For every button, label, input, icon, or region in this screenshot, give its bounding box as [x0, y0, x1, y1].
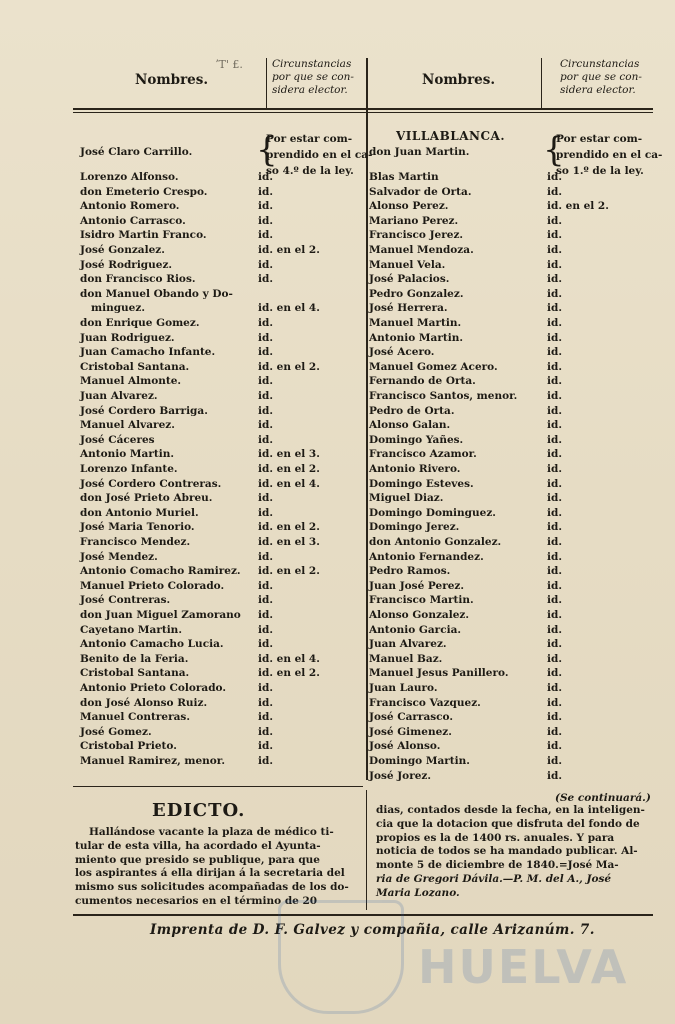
right-row-name: José Alonso.: [369, 740, 441, 753]
left-row-circumstance: id.: [258, 579, 273, 592]
left-row-circumstance: id.: [258, 214, 273, 227]
right-row-name: Antonio Fernandez.: [369, 550, 484, 563]
right-row-name: Manuel Jesus Panillero.: [369, 667, 509, 680]
right-row-circumstance: id.: [547, 477, 562, 490]
right-row-name: José Carrasco.: [369, 711, 454, 724]
left-first-note: Por estar com- prendido en el ca- so 4.º de la ley.: [266, 133, 373, 177]
right-row-circumstance: id.: [547, 244, 562, 256]
right-row-circumstance: id.: [547, 448, 562, 461]
left-row-circumstance: id.: [258, 711, 273, 724]
left-row-name: Manuel Ramirez, menor.: [80, 755, 226, 767]
right-row-name: Juan José Perez.: [369, 579, 465, 592]
left-row-circumstance: id.: [258, 419, 273, 432]
left-row-name: Manuel Alvarez.: [80, 419, 175, 432]
left-row-name: Cristobal Santana.: [80, 667, 190, 680]
right-row-name: Domingo Esteves.: [369, 477, 474, 490]
left-row-name: José Maria Tenorio.: [80, 521, 195, 534]
right-row-circumstance: id.: [547, 652, 562, 665]
left-row-circumstance: id.: [258, 390, 273, 402]
brace-right: {: [543, 130, 565, 170]
edict-title: EDICTO.: [152, 800, 246, 821]
watermark-text: HUELVA: [418, 940, 629, 994]
continued-note: (Se continuará.): [555, 792, 651, 804]
right-row-name: Manuel Vela.: [369, 258, 446, 271]
left-row-name: don José Prieto Abreu.: [80, 492, 213, 505]
left-row-name: Antonio Carrasco.: [80, 214, 186, 227]
imprint-line: Imprenta de D. F. Galvez y compañia, calle Arizanúm. 7.: [150, 922, 595, 938]
right-row-name: Antonio Garcia.: [369, 623, 462, 636]
left-row-circumstance: id. en el 4.: [258, 302, 320, 315]
right-row-name: Manuel Martin.: [369, 317, 462, 329]
right-row-name: José Herrera.: [369, 302, 448, 315]
left-row-name: don Antonio Muriel.: [80, 506, 199, 519]
left-row-name: Cristobal Prieto.: [80, 740, 177, 753]
right-row-circumstance: id.: [547, 638, 562, 651]
right-row-circumstance: id.: [547, 287, 562, 300]
left-row-name: Juan Alvarez.: [80, 390, 158, 402]
left-row-circumstance: id.: [258, 229, 273, 242]
right-row-name: Blas Martin: [369, 171, 439, 183]
left-row-circumstance: id. en el 2.: [258, 565, 320, 578]
right-row-name: Alonso Galan.: [369, 419, 451, 432]
right-row-name: Juan Lauro.: [369, 682, 438, 694]
right-row-name: Francisco Vazquez.: [369, 696, 481, 709]
left-row-name: José Rodriguez.: [80, 258, 173, 271]
right-row-name: Domingo Yañes.: [369, 433, 464, 446]
right-row-circumstance: id.: [547, 623, 562, 636]
right-row-circumstance: id.: [547, 594, 562, 607]
left-row-name: Antonio Comacho Ramirez.: [80, 565, 241, 578]
left-row-name: Manuel Contreras.: [80, 711, 190, 724]
left-row-circumstance: id. en el 2.: [258, 667, 320, 680]
left-row-circumstance: id.: [258, 594, 273, 607]
right-row-name: Manuel Baz.: [369, 652, 443, 665]
right-row-name: Francisco Santos, menor.: [369, 390, 518, 402]
archive-watermark: [268, 900, 629, 1010]
left-row-name: José Cordero Contreras.: [80, 477, 222, 490]
right-row-circumstance: id.: [547, 711, 562, 724]
left-row-circumstance: id.: [258, 375, 273, 388]
right-row-circumstance: id.: [547, 346, 562, 359]
right-row-name: Domingo Dominguez.: [369, 506, 496, 519]
left-row-circumstance: id.: [258, 506, 273, 519]
header-rule-thin: [73, 112, 653, 113]
edict-text-left: Hallándose vacante la plaza de médico ti- tular de esta villa, ha acordado el Ayunta- miento que presido se publique, para que los aspirantes á ella dirijan á la secretaria del mismo sus solicitudes acompañadas de los do- cumentos necesarios en el término de 20: [75, 826, 349, 907]
column-header-circumstances-right: Circunstancias por que se con- sidera elector.: [560, 58, 642, 96]
left-row-circumstance: id.: [258, 200, 273, 213]
left-row-circumstance: id.: [258, 696, 273, 709]
left-row-name: don Emeterio Crespo.: [80, 185, 208, 198]
right-row-circumstance: id.: [547, 360, 562, 373]
right-row-circumstance: id.: [547, 404, 562, 417]
right-row-circumstance: id.: [547, 214, 562, 227]
left-row-circumstance: id.: [258, 404, 273, 417]
left-row-name: Lorenzo Infante.: [80, 463, 178, 475]
right-row-name: Alonso Gonzalez.: [369, 609, 470, 621]
header-divider-left: [266, 58, 267, 108]
right-row-circumstance: id.: [547, 506, 562, 519]
right-row-circumstance: id.: [547, 696, 562, 709]
left-first-name: José Claro Carrillo.: [80, 146, 193, 158]
left-row-circumstance: id.: [258, 755, 273, 767]
left-row-name: Cayetano Martin.: [80, 623, 182, 636]
right-row-circumstance: id. en el 2.: [547, 200, 609, 213]
left-row-name: Antonio Romero.: [80, 200, 180, 213]
right-row-circumstance: id.: [547, 273, 562, 286]
left-row-name: don Juan Miguel Zamorano: [80, 609, 241, 621]
right-row-circumstance: id.: [547, 740, 562, 753]
column-header-names-right: Nombres.: [422, 72, 496, 88]
left-row-name: Antonio Camacho Lucia.: [80, 638, 224, 651]
left-row-circumstance: id.: [258, 725, 273, 738]
right-row-circumstance: id.: [547, 302, 562, 315]
left-row-name: minguez.: [80, 302, 145, 315]
right-row-name: Francisco Martin.: [369, 594, 474, 607]
brace-left: {: [256, 130, 278, 170]
left-row-circumstance: id. en el 2.: [258, 521, 320, 534]
left-row-circumstance: id.: [258, 609, 273, 621]
left-row-name: Manuel Almonte.: [80, 375, 182, 388]
left-row-circumstance: id. en el 2.: [258, 244, 320, 256]
right-row-name: Pedro de Orta.: [369, 404, 455, 417]
left-row-name: Antonio Martin.: [80, 448, 175, 461]
left-row-circumstance: id.: [258, 682, 273, 694]
left-row-name: José Mendez.: [80, 550, 158, 563]
left-row-name: José Gonzalez.: [80, 244, 165, 256]
right-row-name: José Acero.: [369, 346, 435, 359]
left-row-name: José Contreras.: [80, 594, 171, 607]
left-row-name: Juan Rodriguez.: [80, 331, 175, 344]
right-row-circumstance: id.: [547, 579, 562, 592]
right-row-name: Domingo Jerez.: [369, 521, 460, 534]
left-row-name: don Francisco Rios.: [80, 273, 196, 286]
right-row-name: Francisco Jerez.: [369, 229, 464, 242]
left-row-circumstance: id.: [258, 740, 273, 753]
right-row-circumstance: id.: [547, 419, 562, 432]
left-row-name: Manuel Prieto Colorado.: [80, 579, 225, 592]
right-row-circumstance: id.: [547, 331, 562, 344]
right-row-name: Manuel Gomez Acero.: [369, 360, 498, 373]
left-row-circumstance: id. en el 2.: [258, 463, 320, 475]
left-row-circumstance: id. en el 3.: [258, 536, 320, 548]
right-row-name: Pedro Gonzalez.: [369, 287, 464, 300]
town-heading-villablanca: VILLABLANCA.: [396, 129, 506, 143]
left-row-name: José Cordero Barriga.: [80, 404, 208, 417]
left-row-circumstance: id.: [258, 317, 273, 329]
right-row-name: Manuel Mendoza.: [369, 244, 474, 256]
edict-rule-left: [73, 786, 363, 787]
left-row-circumstance: id.: [258, 346, 273, 359]
left-row-name: Antonio Prieto Colorado.: [80, 682, 227, 694]
right-row-circumstance: id.: [547, 390, 562, 402]
right-row-name: José Jorez.: [369, 769, 432, 782]
right-row-name: Alonso Perez.: [369, 200, 449, 213]
left-row-circumstance: id.: [258, 273, 273, 286]
right-row-name: Salvador de Orta.: [369, 185, 472, 198]
right-row-circumstance: id.: [547, 317, 562, 329]
left-row-circumstance: id.: [258, 258, 273, 271]
header-divider-right: [541, 58, 542, 108]
left-row-circumstance: id.: [258, 185, 273, 198]
left-row-circumstance: id.: [258, 638, 273, 651]
right-row-name: Francisco Azamor.: [369, 448, 477, 461]
left-row-name: don Manuel Obando y Do-: [80, 287, 233, 300]
right-row-circumstance: id.: [547, 769, 562, 782]
left-row-name: Juan Camacho Infante.: [80, 346, 216, 359]
right-row-name: Miguel Diaz.: [369, 492, 444, 505]
right-row-circumstance: id.: [547, 536, 562, 548]
header-rule: [73, 108, 653, 110]
right-row-circumstance: id.: [547, 171, 562, 183]
left-row-circumstance: id.: [258, 550, 273, 563]
left-row-name: José Cáceres: [80, 433, 155, 446]
right-row-circumstance: id.: [547, 375, 562, 388]
right-row-circumstance: id.: [547, 565, 562, 578]
right-row-circumstance: id.: [547, 433, 562, 446]
left-row-name: Benito de la Feria.: [80, 652, 189, 665]
edict-divider: [366, 790, 367, 910]
left-row-circumstance: id.: [258, 171, 273, 183]
right-row-circumstance: id.: [547, 725, 562, 738]
left-row-circumstance: id. en el 4.: [258, 652, 320, 665]
right-row-circumstance: id.: [547, 682, 562, 694]
left-row-name: Francisco Mendez.: [80, 536, 191, 548]
right-row-name: José Palacios.: [369, 273, 450, 286]
column-header-circumstances-left: Circunstancias por que se con- sidera elector.: [272, 58, 354, 96]
left-row-circumstance: id.: [258, 433, 273, 446]
right-row-name: don Antonio Gonzalez.: [369, 536, 502, 548]
right-row-name: Antonio Rivero.: [369, 463, 461, 475]
right-row-name: José Gimenez.: [369, 725, 452, 738]
right-row-name: Domingo Martin.: [369, 755, 470, 767]
left-row-name: Lorenzo Alfonso.: [80, 171, 179, 183]
right-first-note: Por estar com- prendido en el ca- so 1.º de la ley.: [556, 133, 663, 177]
right-row-circumstance: id.: [547, 521, 562, 534]
left-row-circumstance: id. en el 2.: [258, 360, 320, 373]
right-row-circumstance: id.: [547, 229, 562, 242]
right-row-circumstance: id.: [547, 550, 562, 563]
right-row-name: Fernando de Orta.: [369, 375, 476, 388]
right-row-circumstance: id.: [547, 609, 562, 621]
left-row-name: don José Alonso Ruiz.: [80, 696, 208, 709]
right-row-circumstance: id.: [547, 185, 562, 198]
right-row-circumstance: id.: [547, 492, 562, 505]
left-row-circumstance: id.: [258, 492, 273, 505]
edict-text-right: dias, contados desde la fecha, en la inteligen- cia que la dotacion que disfruta del fondo de propios es la de 1400 rs. anuales. Y para noticia de todos se ha mandado publicar. Al- monte 5 de diciembre de 1840.=José Ma- ria de Gregori Dávila.—P. M. del A., José Maria Lozano.: [376, 804, 645, 899]
right-row-name: Antonio Martin.: [369, 331, 464, 344]
faint-header-mark: ʼT' £.: [215, 58, 243, 71]
left-row-circumstance: id. en el 3.: [258, 448, 320, 461]
right-row-name: Pedro Ramos.: [369, 565, 451, 578]
column-header-names-left: Nombres.: [135, 72, 209, 88]
right-row-circumstance: id.: [547, 258, 562, 271]
right-row-circumstance: id.: [547, 463, 562, 475]
left-row-name: Isidro Martin Franco.: [80, 229, 207, 242]
left-row-circumstance: id.: [258, 623, 273, 636]
right-first-name: don Juan Martin.: [369, 146, 470, 158]
left-row-name: don Enrique Gomez.: [80, 317, 200, 329]
left-row-name: Cristobal Santana.: [80, 360, 190, 373]
right-row-circumstance: id.: [547, 667, 562, 680]
left-row-circumstance: id.: [258, 331, 273, 344]
watermark-shield-icon: [278, 900, 404, 1014]
left-row-name: José Gomez.: [80, 725, 152, 738]
right-row-circumstance: id.: [547, 755, 562, 767]
right-row-name: Mariano Perez.: [369, 214, 459, 227]
left-row-circumstance: id. en el 4.: [258, 477, 320, 490]
right-row-name: Juan Alvarez.: [369, 638, 447, 651]
